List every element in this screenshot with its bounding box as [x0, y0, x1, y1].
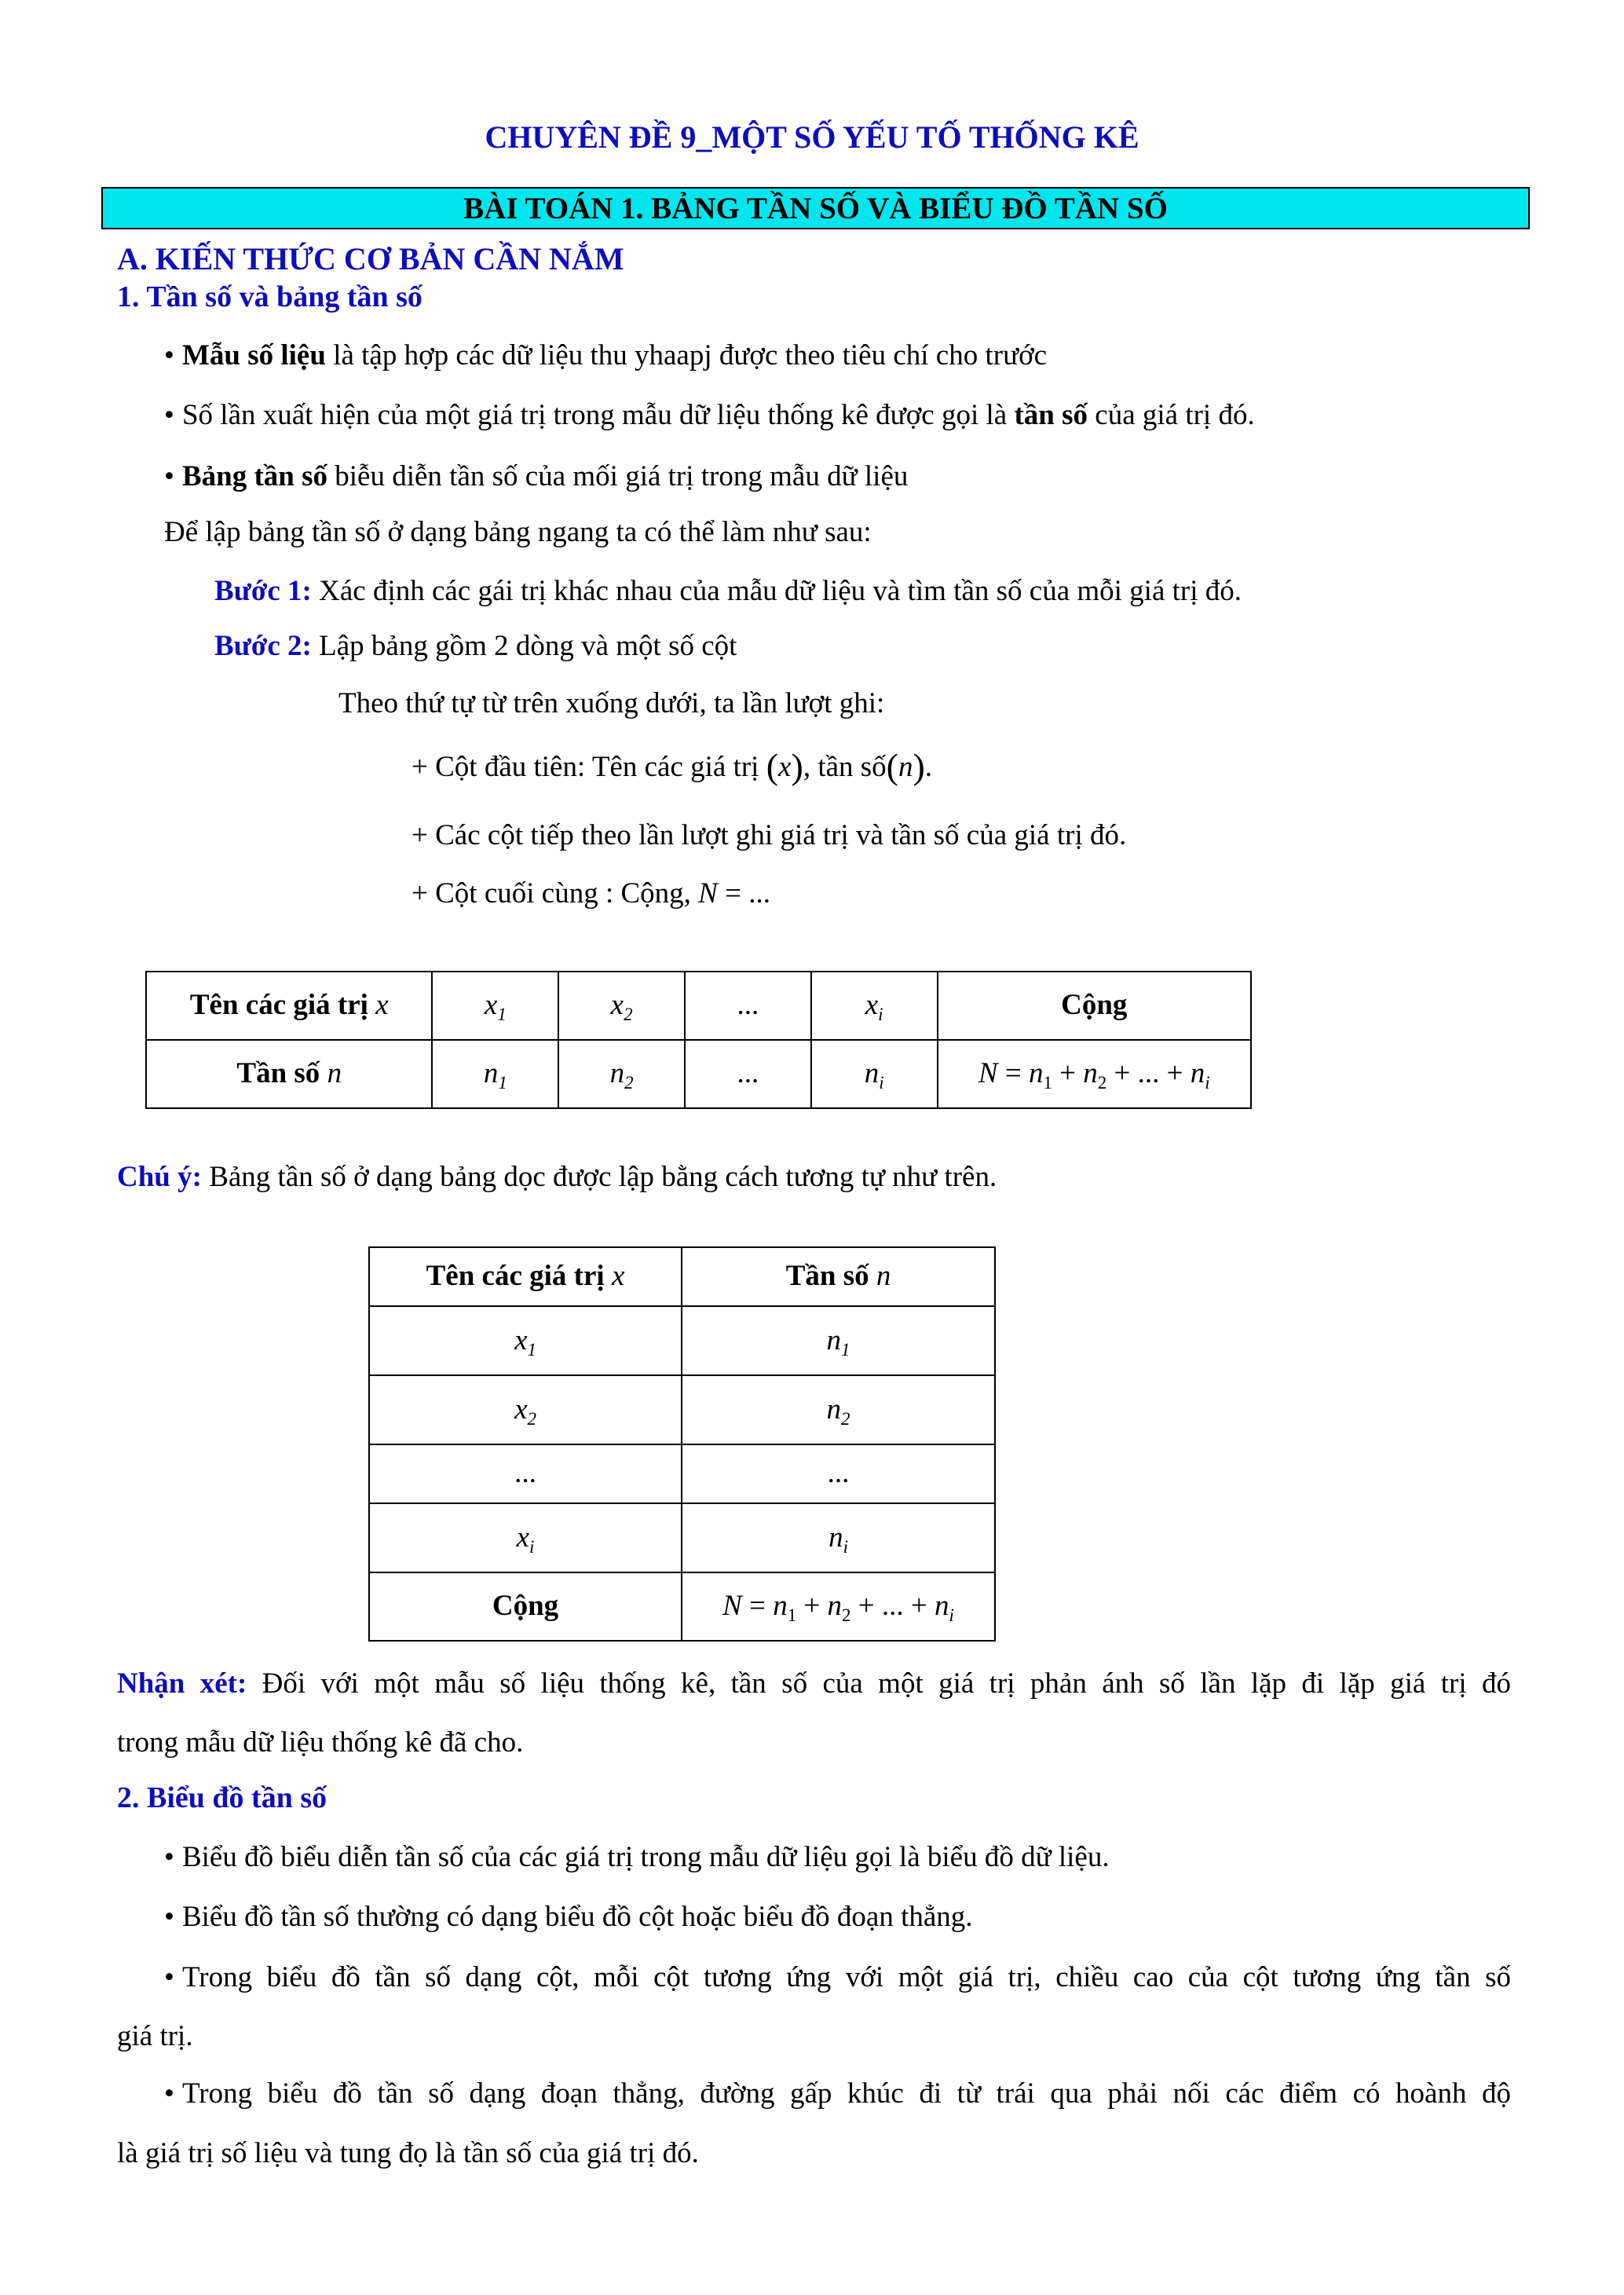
col-header-values: Tên các giá trị x [369, 1247, 682, 1306]
row-header-frequency: Tần số n [146, 1040, 432, 1108]
cell-n2: $n_2$ [558, 1040, 685, 1108]
cell-x1: $x_1$ [369, 1306, 682, 1375]
bullet-text: Số lần xuất hiện của một giá trị trong mẫu dữ liệu thống kê được gọi là [181, 399, 1015, 431]
cell-dots: ... [682, 1444, 995, 1503]
cell-total-formula: $N = n_1 + n_2$ + ... + $n_i$ [682, 1572, 995, 1641]
bullet-bar-chart-line-1: • Trong biểu đồ tần số dạng cột, mỗi cột tương ứng với một giá trị, chiều cao của cột tương ứng tần số [164, 1960, 1511, 1996]
remark-text: Đối với một mẫu số liệu thống kê, tần số của một giá trị phản ánh số lần lặp đi lặp giá trị đó [247, 1667, 1511, 1700]
bullet-line-chart-line-1: • Trong biểu đồ tần số dạng đoạn thẳng, đường gấp khúc đi từ trái qua phải nối các điểm có hoành độ [164, 2076, 1511, 2112]
step-2 [214, 628, 737, 664]
step-1-text: Xác định các gái trị khác nhau của mẫu dữ liệu và tìm tần số của mỗi giá trị đó. [311, 575, 1242, 607]
cell-total-label: Cộng [369, 1572, 682, 1641]
last-column-rule: + Cột cuối cùng : Cộng, N = ... [411, 877, 770, 910]
first-column-rule: + Cột đầu tiên: Tên các giá trị (x), tần số(n). [411, 746, 933, 786]
bullet-line-chart-line-2: là giá trị số liệu và tung đọ là tần số của giá trị đó. [117, 2137, 699, 2169]
cell-dots: ... [685, 972, 811, 1040]
note-text: Bảng tần số ở dạng bảng dọc được lập bằng cách tương tự như trên. [201, 1161, 997, 1193]
bullet-text: biễu diễn tần số của mối giá trị trong mẫu dữ liệu [327, 460, 909, 492]
term-frequency-table: Bảng tần số [181, 460, 328, 492]
subsection-1-heading: 1. Tần số và bảng tần số [117, 280, 422, 313]
horizontal-frequency-table [145, 971, 1252, 1109]
cell-dots: ... [369, 1444, 682, 1503]
section-a-heading: A. KIẾN THỨC CƠ BẢN CẦN NẮM [117, 241, 624, 276]
remark-line-1 [117, 1666, 1511, 1702]
step-1 [214, 573, 1242, 609]
cell-ni: $n_i$ [811, 1040, 938, 1108]
step-2-label: Bước 2: [214, 630, 312, 662]
row-header-values: Tên các giá trị x [146, 972, 432, 1040]
cell-xi: $x_i$ [369, 1503, 682, 1572]
order-text: Theo thứ tự từ trên xuống dưới, ta lần lượt ghi: [338, 687, 885, 719]
note-paragraph [117, 1159, 997, 1195]
document-title: CHUYÊN ĐỀ 9_MỘT SỐ YẾU TỐ THỐNG KÊ [485, 119, 1139, 155]
bullet-frequency-definition [164, 397, 1255, 434]
vertical-frequency-table [368, 1246, 996, 1642]
cell-ni: $n_i$ [682, 1503, 995, 1572]
note-label: Chú ý: [117, 1161, 202, 1193]
intro-text: Để lập bảng tần số ở dạng bảng ngang ta có thể làm như sau: [164, 516, 872, 548]
cell-x2: $x_2$ [558, 972, 685, 1040]
cell-n2: $n_2$ [682, 1375, 995, 1444]
bullet-frequency-table-definition [164, 459, 908, 495]
col-header-frequency: Tần số n [682, 1247, 995, 1306]
cell-x1: $x_1$ [432, 972, 558, 1040]
cell-n1: $n_1$ [682, 1306, 995, 1375]
remark-label: Nhận xét: [117, 1667, 247, 1700]
bullet-sample-definition [164, 338, 1047, 374]
bullet-chart-types: • Biểu đồ tần số thường có dạng biểu đồ cột hoặc biểu đồ đoạn thẳng. [164, 1899, 973, 1935]
step-1-label: Bước 1: [214, 575, 312, 607]
cell-dots: ... [685, 1040, 811, 1108]
bullet-chart-definition: • Biểu đồ biểu diễn tần số của các giá trị trong mẫu dữ liệu gọi là biểu đồ dữ liệu. [164, 1839, 1110, 1876]
term-sample: Mẫu số liệu [181, 339, 326, 372]
bullet-bar-chart-line-2: giá trị. [117, 2020, 193, 2052]
problem-banner: BÀI TOÁN 1. BẢNG TẦN SỐ VÀ BIỂU ĐỒ TẦN SỐ [101, 187, 1530, 229]
remark-line-2: trong mẫu dữ liệu thống kê đã cho. [117, 1726, 524, 1759]
next-columns-rule: + Các cột tiếp theo lần lượt ghi giá trị và tần số của giá trị đó. [411, 819, 1127, 851]
cell-n1: $n_1$ [432, 1040, 558, 1108]
cell-total-formula: $N = n_1 + n_2$ + ... + $n_i$ [938, 1040, 1251, 1108]
bullet-text: là tập hợp các dữ liệu thu yhaapj được theo tiêu chí cho trước [325, 339, 1048, 372]
bullet-text: của giá trị đó. [1088, 399, 1255, 431]
cell-xi: $x_i$ [811, 972, 938, 1040]
subsection-2-heading: 2. Biểu đồ tần số [117, 1781, 327, 1814]
cell-total-label: Cộng [938, 972, 1251, 1040]
step-2-text: Lập bảng gồm 2 dòng và một số cột [311, 630, 737, 662]
term-frequency: tần số [1014, 399, 1088, 431]
cell-x2: $x_2$ [369, 1375, 682, 1444]
